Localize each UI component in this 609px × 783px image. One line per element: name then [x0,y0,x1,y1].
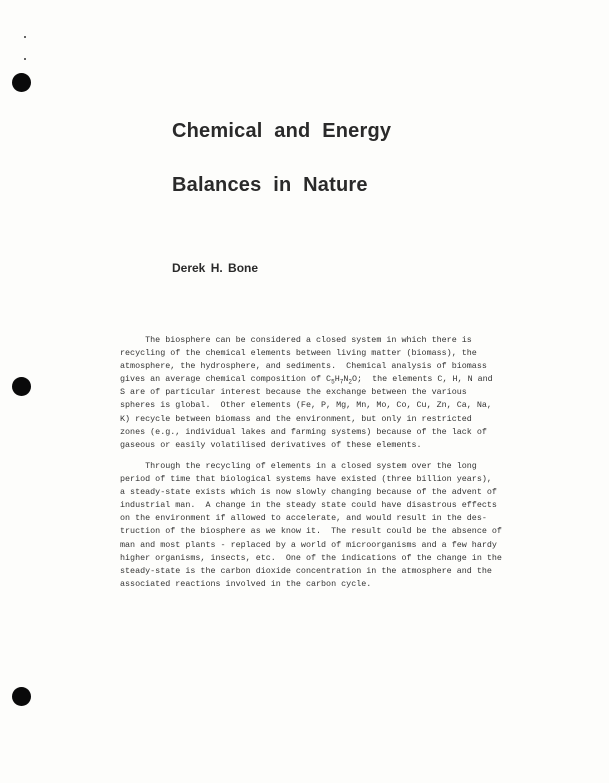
formula-text: gives an average chemical composition of C [120,374,332,385]
formula-subscript: 2 [348,378,352,386]
paragraph-line: S are of particular interest because the exchange between the various [120,387,467,398]
formula-text: H [334,374,340,385]
formula-subscript: 7 [339,378,344,386]
paragraph-line: man and most plants - replaced by a world of microorganisms and a few hardy [120,539,497,550]
paragraph-line: gaseous or easily volatilised derivatives of these elements. [120,439,422,450]
formula-line [120,373,520,386]
paragraph-line: a steady-state exists which is now slowly changing because of the advent of [120,487,497,498]
paragraph-line: Through the recycling of elements in a closed system over the long [120,461,477,471]
punch-hole-middle [12,377,31,396]
paragraph-line: associated reactions involved in the carbon cycle. [120,578,372,589]
paragraph-line: truction of the biosphere as we know it. The result could be the absence of [120,526,502,537]
paragraph-line: period of time that biological systems have existed (three billion years), [120,474,492,485]
paragraph-line: steady-state is the carbon dioxide concentration in the atmosphere and the [120,565,492,576]
paragraph-line: K) recycle between biomass and the environment, but only in restricted [120,413,472,424]
paragraph-2 [120,460,520,591]
paragraph-1 [120,334,520,452]
paragraph-line: on the environment if allowed to accelerate, and would result in the des- [120,513,487,524]
formula-text: O; the elements C, H, N and [351,374,493,385]
author-name: Derek H. Bone [172,261,259,275]
title-line-2: Balances in Nature [172,174,368,196]
paragraph-line: zones (e.g., individual lakes and farming systems) because of the lack of [120,426,487,437]
paragraph-line: industrial man. A change in the steady state could have disastrous effects [120,500,497,511]
scan-speck [24,36,26,38]
punch-hole-bottom [12,687,31,706]
paragraph-line: atmosphere, the hydrosphere, and sediments. Chemical analysis of biomass [120,361,487,372]
title-line-1: Chemical and Energy [172,120,392,142]
paragraph-line: The biosphere can be considered a closed system in which there is [120,335,472,345]
paragraph-line: recycling of the chemical elements between living matter (biomass), the [120,348,477,359]
paragraph-line: higher organisms, insects, etc. One of the indications of the change in the [120,552,502,563]
formula-subscript: 5 [331,378,335,386]
scan-speck [24,58,26,60]
punch-hole-top [12,73,31,92]
paragraph-line: spheres is global. Other elements (Fe, P, Mg, Mn, Mo, Co, Cu, Zn, Ca, Na, [120,400,492,411]
formula-text: N [343,374,349,385]
